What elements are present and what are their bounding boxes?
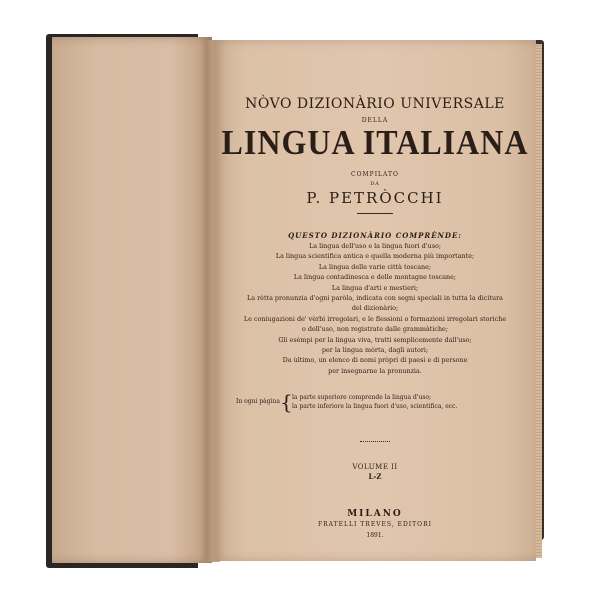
page-note-label: In ogni pàgina [236,398,280,405]
volume-range: L-Z [368,472,382,481]
contents-line: La lingua contadinesca e delle montagne toscane; [293,273,457,282]
contents-heading: QUESTO DIZIONÀRIO COMPRÈNDE: [288,231,462,240]
compilato-label: COMPILATO [351,171,399,178]
contents-line: per insegnarne la pronunzia. [328,366,422,375]
contents-line: o dell'uso, non registrate dalle grammàtiche; [301,325,448,334]
contents-list [214,231,536,376]
title-page [214,40,536,561]
publication-place: MILANO [347,509,403,519]
brace-icon: { [280,390,293,414]
contents-line: La lingua dell'uso e la lingua fuori d'uso; [309,242,441,250]
contents-line: per la lingua mòrta, dagli autori; [321,346,429,355]
page-note-line: la parte inferiore la lingua fuori d'uso, scientifica, ecc. [292,403,458,410]
contents-line: del dizionàrio; [351,304,399,313]
publication-year: 1891. [366,532,384,539]
contents-line: Da ùltimo, un elenco di nomi pròpri di paesi e di persone [282,356,468,365]
contents-line: La lingua scientifica antica e quella moderna più importante; [275,252,475,261]
author-name: P. PETRÒCCHI [306,189,444,207]
contents-line: Gli esèmpi per la lingua viva, tratti semplicemente dall'uso; [278,335,472,344]
da-label: DA [370,181,380,187]
contents-line: La lingua delle varie città toscane; [318,262,432,271]
dotted-divider [360,441,390,442]
main-title: LINGUA ITALIANA [221,122,529,162]
title-line-2: DELLA [361,117,389,124]
title-line-1: NÒVO DIZIONÀRIO UNIVERSALE [245,96,505,112]
volume-label: VOLUME II [352,463,398,471]
page-note [236,392,516,414]
divider-rule [357,213,393,214]
page-note-line: la parte superiore comprende la lingua d'uso; [292,394,432,401]
contents-line: Le coniugazioni de' vèrbi irregolari, e le flessioni o formazioni irregolari storiche [243,314,507,323]
left-blank-page [52,37,212,563]
contents-line: La lingua d'arti e mestieri; [331,283,419,292]
publisher-name: FRATELLI TREVES, EDITORI [317,521,432,528]
contents-line: La rètta pronunzia d'ogni paròla, indicata con segni speciali in tutta la dicitura [247,294,503,303]
